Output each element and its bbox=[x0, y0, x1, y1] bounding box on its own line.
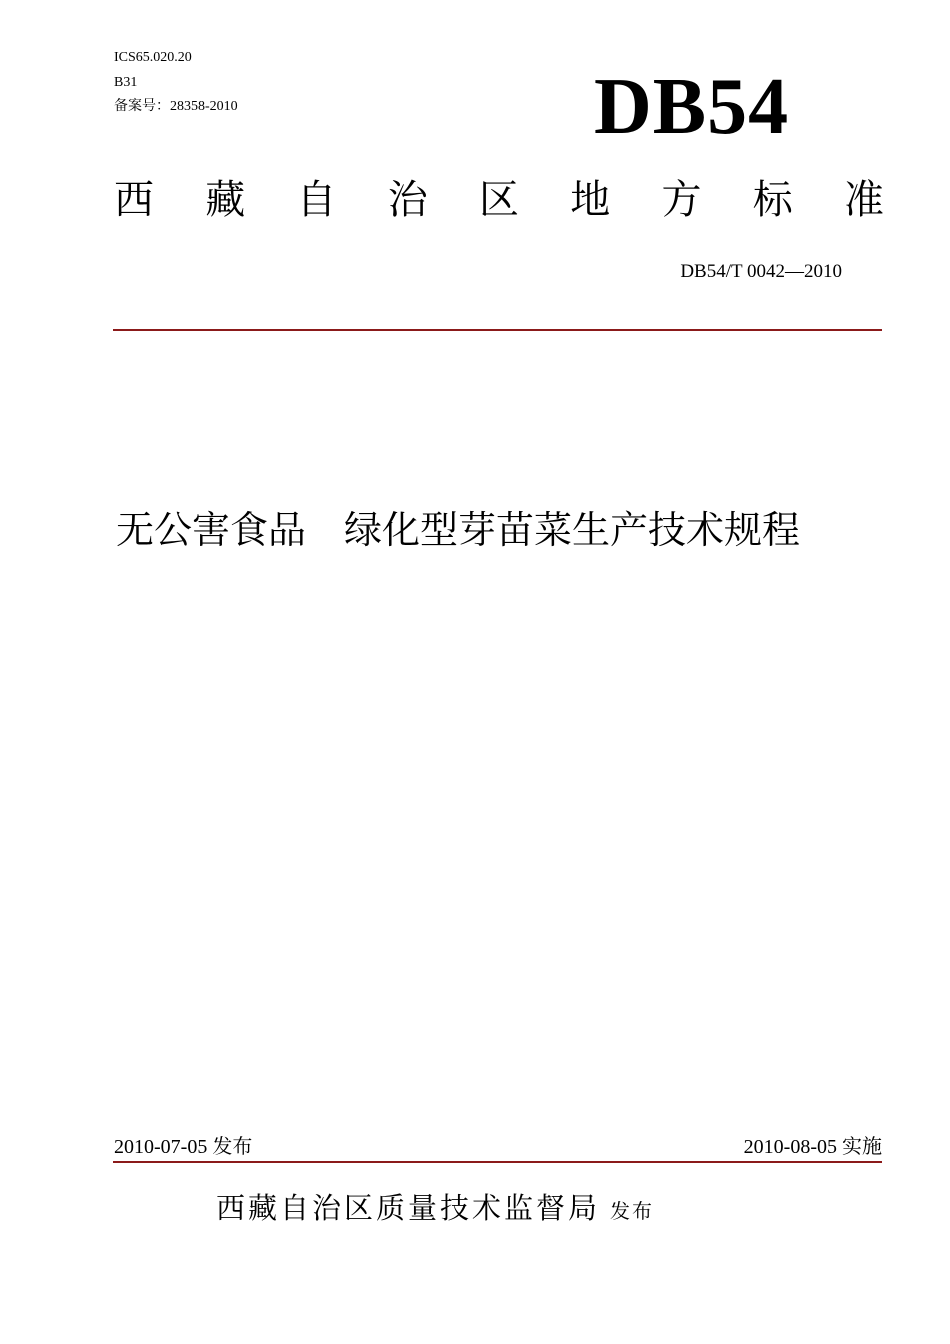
top-divider bbox=[113, 329, 882, 331]
document-title: 无公害食品 绿化型芽苗菜生产技术规程 bbox=[116, 508, 801, 552]
classification-code: B31 bbox=[114, 75, 138, 90]
standard-type-char: 藏 bbox=[205, 177, 246, 223]
standard-type-heading bbox=[114, 176, 884, 224]
issue-date: 2010-07-05 发布 bbox=[114, 1136, 253, 1158]
standard-type-char: 准 bbox=[844, 177, 884, 223]
implementation-date: 2010-08-05 实施 bbox=[743, 1136, 882, 1158]
standard-type-char: 标 bbox=[752, 177, 793, 223]
publisher-line bbox=[216, 1188, 654, 1231]
standard-type-char: 自 bbox=[296, 177, 337, 223]
registration-number: 备案号：28358-2010 bbox=[114, 99, 238, 114]
db-standard-code: DB54 bbox=[594, 63, 790, 151]
standard-number: DB54/T 0042—2010 bbox=[680, 261, 842, 282]
publisher-suffix: 发布 bbox=[610, 1199, 655, 1223]
standard-type-char: 方 bbox=[661, 177, 702, 223]
standard-type-char: 西 bbox=[114, 177, 154, 223]
bottom-divider bbox=[113, 1161, 882, 1163]
standard-type-char: 治 bbox=[387, 177, 428, 223]
standard-type-char: 区 bbox=[479, 177, 519, 223]
publisher-name: 西藏自治区质量技术监督局 bbox=[216, 1191, 601, 1225]
standard-type-char: 地 bbox=[570, 177, 611, 223]
ics-code: ICS65.020.20 bbox=[114, 50, 192, 65]
